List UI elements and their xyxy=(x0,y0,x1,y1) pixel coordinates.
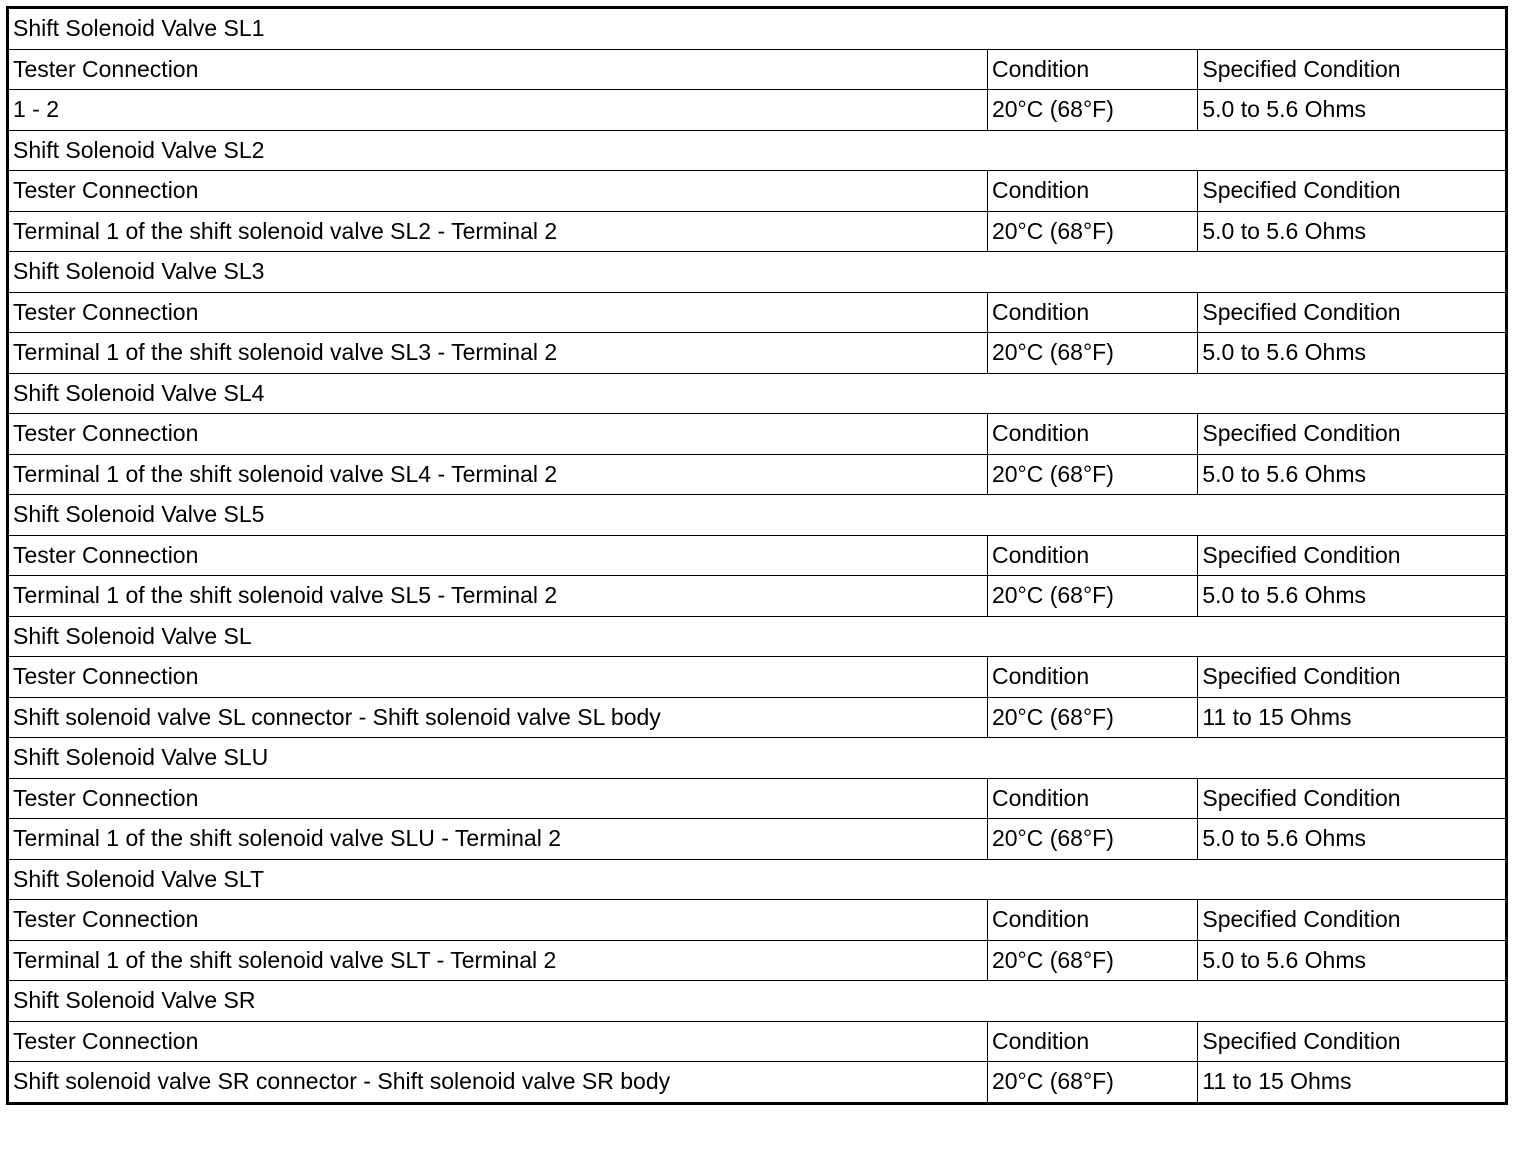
table-row xyxy=(8,211,1507,252)
condition-value: 20°C (68°F) xyxy=(987,697,1197,738)
header-row xyxy=(8,900,1507,941)
tester-connection-value: Terminal 1 of the shift solenoid valve SL5 - Terminal 2 xyxy=(8,576,988,617)
header-specified-condition: Specified Condition xyxy=(1198,292,1507,333)
header-tester-connection: Tester Connection xyxy=(8,414,988,455)
header-tester-connection: Tester Connection xyxy=(8,49,988,90)
header-condition: Condition xyxy=(987,657,1197,698)
section-title-row xyxy=(8,8,1507,50)
header-condition: Condition xyxy=(987,49,1197,90)
header-specified-condition: Specified Condition xyxy=(1198,535,1507,576)
header-row xyxy=(8,1021,1507,1062)
section-title: Shift Solenoid Valve SL2 xyxy=(8,130,1507,171)
header-specified-condition: Specified Condition xyxy=(1198,171,1507,212)
solenoid-spec-table xyxy=(6,6,1508,1105)
specified-condition-value: 5.0 to 5.6 Ohms xyxy=(1198,333,1507,374)
condition-value: 20°C (68°F) xyxy=(987,90,1197,131)
section-title: Shift Solenoid Valve SL1 xyxy=(8,8,1507,50)
header-condition: Condition xyxy=(987,292,1197,333)
header-condition: Condition xyxy=(987,171,1197,212)
header-tester-connection: Tester Connection xyxy=(8,535,988,576)
specified-condition-value: 11 to 15 Ohms xyxy=(1198,697,1507,738)
header-row xyxy=(8,657,1507,698)
condition-value: 20°C (68°F) xyxy=(987,819,1197,860)
section-title: Shift Solenoid Valve SR xyxy=(8,981,1507,1022)
header-specified-condition: Specified Condition xyxy=(1198,49,1507,90)
header-specified-condition: Specified Condition xyxy=(1198,414,1507,455)
specified-condition-value: 5.0 to 5.6 Ohms xyxy=(1198,90,1507,131)
condition-value: 20°C (68°F) xyxy=(987,333,1197,374)
specified-condition-value: 5.0 to 5.6 Ohms xyxy=(1198,211,1507,252)
section-title: Shift Solenoid Valve SLT xyxy=(8,859,1507,900)
header-condition: Condition xyxy=(987,535,1197,576)
header-tester-connection: Tester Connection xyxy=(8,900,988,941)
specified-condition-value: 5.0 to 5.6 Ohms xyxy=(1198,940,1507,981)
header-condition: Condition xyxy=(987,1021,1197,1062)
table-row xyxy=(8,1062,1507,1104)
specified-condition-value: 5.0 to 5.6 Ohms xyxy=(1198,454,1507,495)
tester-connection-value: Terminal 1 of the shift solenoid valve SL2 - Terminal 2 xyxy=(8,211,988,252)
section-title-row xyxy=(8,130,1507,171)
tester-connection-value: Terminal 1 of the shift solenoid valve SL4 - Terminal 2 xyxy=(8,454,988,495)
table-row xyxy=(8,90,1507,131)
section-title-row xyxy=(8,616,1507,657)
tester-connection-value: 1 - 2 xyxy=(8,90,988,131)
header-tester-connection: Tester Connection xyxy=(8,778,988,819)
table-row xyxy=(8,819,1507,860)
header-condition: Condition xyxy=(987,900,1197,941)
section-title-row xyxy=(8,373,1507,414)
section-title: Shift Solenoid Valve SL5 xyxy=(8,495,1507,536)
header-tester-connection: Tester Connection xyxy=(8,1021,988,1062)
tester-connection-value: Terminal 1 of the shift solenoid valve SL3 - Terminal 2 xyxy=(8,333,988,374)
specified-condition-value: 5.0 to 5.6 Ohms xyxy=(1198,576,1507,617)
table-row xyxy=(8,697,1507,738)
table-row xyxy=(8,454,1507,495)
section-title-row xyxy=(8,738,1507,779)
header-row xyxy=(8,535,1507,576)
tester-connection-value: Shift solenoid valve SL connector - Shift solenoid valve SL body xyxy=(8,697,988,738)
header-specified-condition: Specified Condition xyxy=(1198,1021,1507,1062)
specified-condition-value: 5.0 to 5.6 Ohms xyxy=(1198,819,1507,860)
header-specified-condition: Specified Condition xyxy=(1198,657,1507,698)
condition-value: 20°C (68°F) xyxy=(987,940,1197,981)
section-title: Shift Solenoid Valve SLU xyxy=(8,738,1507,779)
header-tester-connection: Tester Connection xyxy=(8,657,988,698)
table-row xyxy=(8,333,1507,374)
condition-value: 20°C (68°F) xyxy=(987,576,1197,617)
header-row xyxy=(8,171,1507,212)
spec-table-body xyxy=(8,8,1507,1104)
section-title-row xyxy=(8,495,1507,536)
condition-value: 20°C (68°F) xyxy=(987,1062,1197,1104)
header-row xyxy=(8,292,1507,333)
section-title: Shift Solenoid Valve SL xyxy=(8,616,1507,657)
header-row xyxy=(8,414,1507,455)
section-title-row xyxy=(8,252,1507,293)
section-title-row xyxy=(8,981,1507,1022)
header-tester-connection: Tester Connection xyxy=(8,171,988,212)
header-condition: Condition xyxy=(987,778,1197,819)
header-row xyxy=(8,49,1507,90)
tester-connection-value: Shift solenoid valve SR connector - Shift solenoid valve SR body xyxy=(8,1062,988,1104)
tester-connection-value: Terminal 1 of the shift solenoid valve SLU - Terminal 2 xyxy=(8,819,988,860)
tester-connection-value: Terminal 1 of the shift solenoid valve SLT - Terminal 2 xyxy=(8,940,988,981)
header-condition: Condition xyxy=(987,414,1197,455)
section-title: Shift Solenoid Valve SL3 xyxy=(8,252,1507,293)
header-tester-connection: Tester Connection xyxy=(8,292,988,333)
specified-condition-value: 11 to 15 Ohms xyxy=(1198,1062,1507,1104)
condition-value: 20°C (68°F) xyxy=(987,454,1197,495)
section-title-row xyxy=(8,859,1507,900)
condition-value: 20°C (68°F) xyxy=(987,211,1197,252)
header-specified-condition: Specified Condition xyxy=(1198,900,1507,941)
header-specified-condition: Specified Condition xyxy=(1198,778,1507,819)
table-row xyxy=(8,576,1507,617)
table-row xyxy=(8,940,1507,981)
header-row xyxy=(8,778,1507,819)
section-title: Shift Solenoid Valve SL4 xyxy=(8,373,1507,414)
